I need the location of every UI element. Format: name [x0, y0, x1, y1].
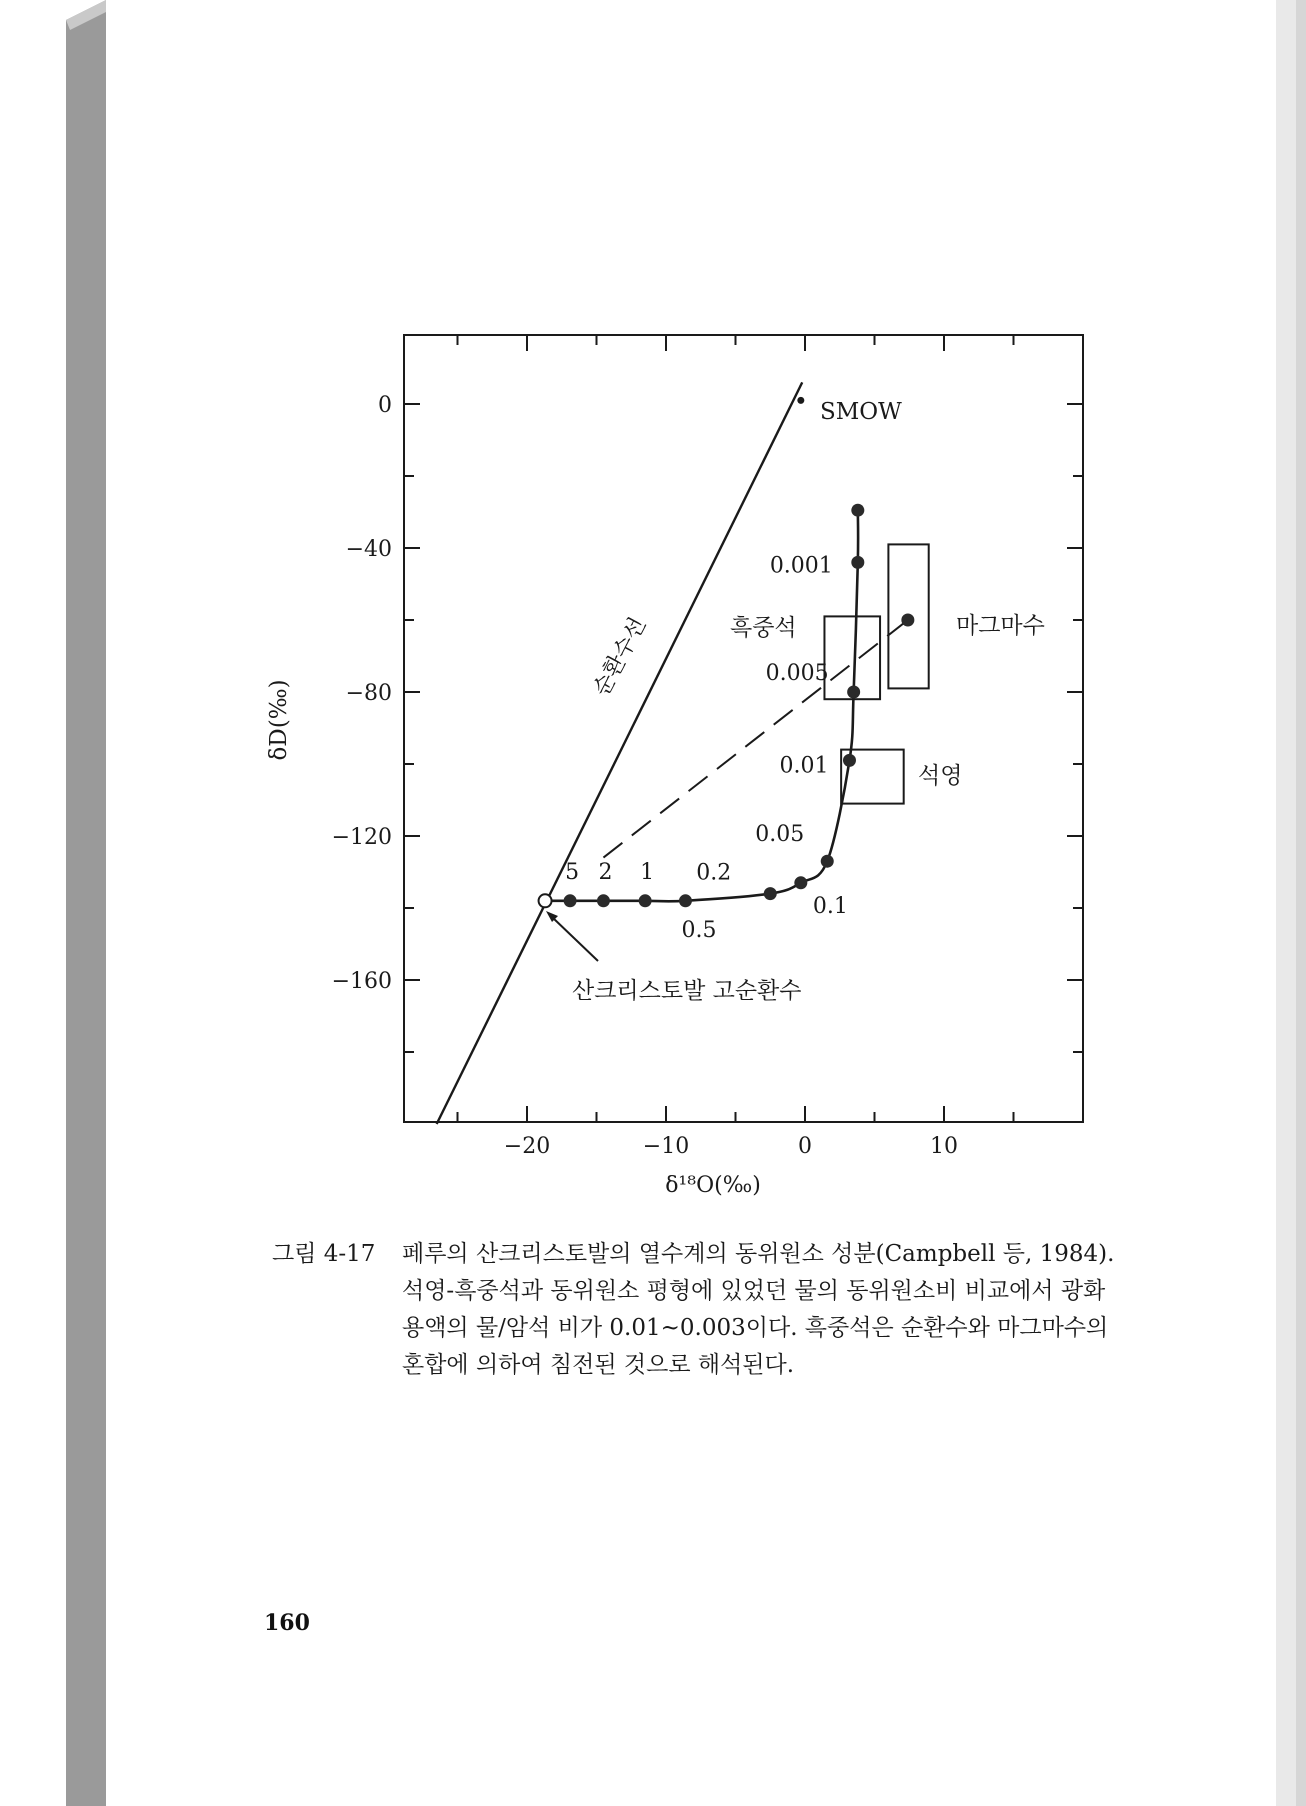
y-tick-label: −120 — [331, 825, 392, 850]
curve-point — [851, 504, 864, 517]
curve-point-label: 0.2 — [696, 860, 732, 886]
x-tick-label: 0 — [798, 1134, 812, 1159]
caption-line: 혼합에 의하여 침전된 것으로 해석된다. — [402, 1352, 795, 1378]
curve-point — [597, 894, 610, 907]
curve-point-label: 5 — [565, 859, 580, 885]
curve-point-label: 0.005 — [765, 661, 829, 686]
magmatic-water-label: 마그마수 — [956, 613, 1045, 639]
x-tick-label: −10 — [642, 1134, 690, 1159]
original-water-arrow — [552, 917, 598, 961]
smow-label: SMOW — [820, 399, 902, 425]
y-tick-label: −40 — [345, 537, 392, 562]
curve-point-label: 0.001 — [769, 553, 833, 579]
curve-point — [851, 556, 864, 569]
y-tick-label: 0 — [378, 393, 392, 418]
curve-point-label: 0.05 — [755, 822, 805, 848]
page-edge-shadow — [1296, 0, 1306, 1806]
original-water-point — [539, 894, 552, 907]
curve-point-label: 0.01 — [779, 753, 829, 779]
x-tick-label: −20 — [503, 1134, 551, 1159]
caption-line: 석영-흑중석과 동위원소 평형에 있었던 물의 동위원소비 비교에서 광화 — [402, 1278, 1106, 1304]
page-number: 160 — [264, 1610, 310, 1636]
caption-line: 페루의 산크리스토발의 열수계의 동위원소 성분(Campbell 등, 1984). — [402, 1241, 1115, 1267]
curve-point-label: 2 — [598, 859, 613, 885]
y-axis-label: δD(‰) — [266, 679, 292, 761]
original-water-label: 산크리스토발 고순환수 — [572, 978, 802, 1004]
caption-label: 그림 4-17 — [272, 1241, 376, 1267]
curve-point — [764, 887, 777, 900]
magmatic-water-point — [901, 614, 914, 627]
curve-point — [679, 894, 692, 907]
caption-text — [402, 1236, 1192, 1384]
wolframite-label: 흑중석 — [730, 615, 797, 641]
curve-point-label: 1 — [640, 859, 655, 885]
curve-point — [794, 876, 807, 889]
curve-point-label: 0.1 — [812, 893, 848, 919]
curve-point-label: 0.5 — [681, 917, 717, 943]
book-spine — [66, 0, 106, 1806]
meteoric-water-line — [437, 382, 803, 1124]
meteoric-line-label: 순환수선 — [589, 613, 652, 701]
curve-point — [821, 855, 834, 868]
y-tick-label: −160 — [331, 969, 392, 994]
curve-point — [639, 894, 652, 907]
quartz-label: 석영 — [918, 763, 963, 789]
axis-tick-labels — [332, 393, 958, 1159]
x-axis-label: δ¹⁸O(‰) — [665, 1173, 761, 1198]
y-tick-label: −80 — [345, 681, 392, 706]
caption-line: 용액의 물/암석 비가 0.01~0.003이다. 흑중석은 순환수와 마그마수의 — [402, 1315, 1109, 1341]
x-tick-label: 10 — [930, 1134, 958, 1159]
curve-point — [847, 686, 860, 699]
curve-point — [843, 754, 856, 767]
smow-point — [797, 397, 804, 404]
curve-point — [564, 894, 577, 907]
